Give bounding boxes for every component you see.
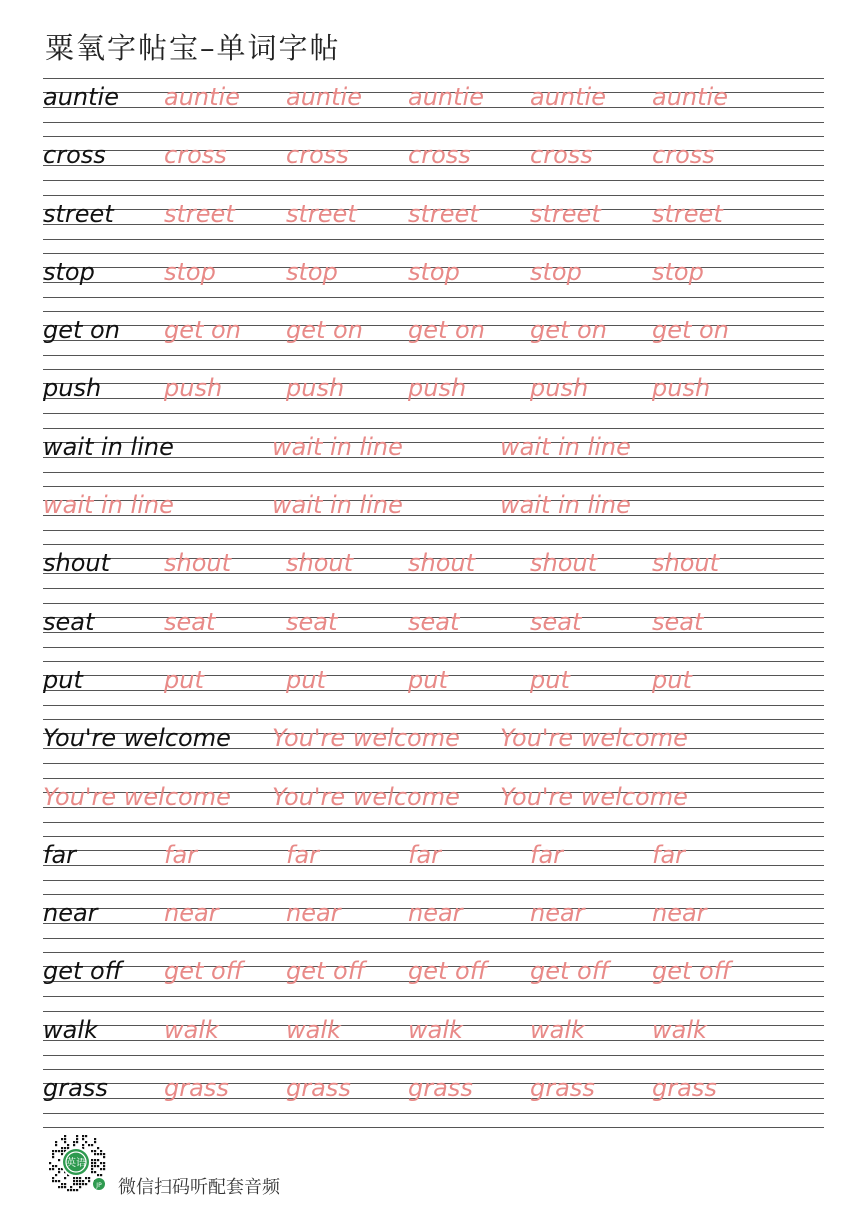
guide-line (43, 705, 824, 706)
trace-word: shout (286, 549, 354, 578)
trace-word: wait in line (43, 491, 174, 520)
guide-line (43, 78, 824, 79)
copybook-row (43, 486, 824, 544)
trace-word: walk (286, 1015, 341, 1044)
trace-word: get off (286, 957, 366, 986)
trace-word: shout (652, 549, 720, 578)
trace-word: walk (164, 1015, 219, 1044)
trace-word: You're welcome (272, 724, 460, 753)
guide-line (43, 938, 824, 939)
guide-line (43, 413, 824, 414)
trace-word: put (530, 665, 570, 694)
trace-word: shout (164, 549, 232, 578)
trace-word: street (286, 199, 357, 228)
guide-line (43, 603, 824, 604)
trace-word: auntie (408, 83, 484, 111)
trace-word: You're welcome (272, 782, 460, 811)
trace-word: cross (530, 141, 593, 170)
trace-word: far (652, 840, 686, 869)
copybook-row (43, 1011, 824, 1069)
guide-line (43, 428, 824, 429)
guide-line (43, 355, 824, 356)
model-word: walk (43, 1015, 98, 1044)
copybook-row (43, 661, 824, 719)
trace-word: walk (652, 1015, 707, 1044)
scan-instruction: 微信扫码听配套音频 (118, 1177, 280, 1198)
trace-word: street (164, 199, 235, 228)
trace-word: seat (652, 607, 704, 636)
guide-line (43, 297, 824, 298)
guide-line (43, 253, 824, 254)
copybook-row (43, 544, 824, 602)
guide-line (43, 647, 824, 648)
copybook-row (43, 952, 824, 1010)
guide-line (43, 486, 824, 487)
trace-word: seat (408, 607, 460, 636)
model-word: near (43, 899, 98, 928)
model-word: You're welcome (43, 724, 231, 753)
trace-word: wait in line (500, 432, 631, 461)
copybook-row (43, 78, 824, 136)
trace-word: put (286, 665, 326, 694)
trace-word: far (164, 840, 198, 869)
qr-small-badge: JP (96, 1182, 102, 1189)
trace-word: near (652, 899, 707, 928)
trace-word: seat (164, 607, 216, 636)
footer (42, 1128, 442, 1198)
guide-line (43, 719, 824, 720)
copybook-row (43, 253, 824, 311)
guide-line (43, 778, 824, 779)
trace-word: wait in line (272, 432, 403, 461)
trace-word: get on (530, 316, 607, 345)
trace-word: get on (164, 316, 241, 345)
guide-line (43, 880, 824, 881)
copybook-row (43, 369, 824, 427)
qr-badge-label: 英语 (66, 1158, 86, 1169)
trace-word: get on (286, 316, 363, 345)
trace-word: stop (530, 257, 582, 286)
trace-word: near (286, 899, 341, 928)
trace-word: grass (286, 1074, 351, 1103)
copybook-row (43, 311, 824, 369)
qr-code-icon[interactable] (42, 1128, 110, 1196)
guide-line (43, 530, 824, 531)
trace-word: auntie (286, 83, 362, 111)
model-word: grass (43, 1074, 108, 1103)
trace-word: far (530, 840, 564, 869)
trace-word: walk (530, 1015, 585, 1044)
guide-line (43, 369, 824, 370)
guide-line (43, 763, 824, 764)
trace-word: auntie (652, 83, 728, 111)
guide-line (43, 1113, 824, 1114)
copybook-row (43, 894, 824, 952)
copybook-row (43, 428, 824, 486)
trace-word: shout (530, 549, 598, 578)
trace-word: stop (164, 257, 216, 286)
model-word: cross (43, 141, 106, 170)
trace-word: walk (408, 1015, 463, 1044)
trace-word: grass (530, 1074, 595, 1103)
guide-line (43, 311, 824, 312)
guide-line (43, 544, 824, 545)
trace-word: seat (530, 607, 582, 636)
guide-line (43, 1055, 824, 1056)
model-word: seat (43, 607, 95, 636)
trace-word: stop (408, 257, 460, 286)
guide-line (43, 588, 824, 589)
trace-word: You're welcome (500, 782, 688, 811)
copybook-row (43, 719, 824, 777)
trace-word: auntie (530, 83, 606, 111)
copybook-row (43, 136, 824, 194)
trace-word: stop (286, 257, 338, 286)
trace-word: cross (408, 141, 471, 170)
trace-word: You're welcome (500, 724, 688, 753)
trace-word: street (408, 199, 479, 228)
copybook-row (43, 195, 824, 253)
trace-word: push (652, 374, 711, 403)
trace-word: cross (652, 141, 715, 170)
trace-word: wait in line (272, 491, 403, 520)
trace-word: get off (652, 957, 732, 986)
guide-line (43, 836, 824, 837)
trace-word: get off (408, 957, 488, 986)
model-word: far (43, 840, 77, 869)
page-title: 粟氧字帖宝–单词字帖 (45, 31, 341, 65)
model-word: wait in line (43, 432, 174, 461)
guide-line (43, 822, 824, 823)
trace-word: push (164, 374, 223, 403)
trace-word: get off (530, 957, 610, 986)
trace-word: auntie (164, 83, 240, 111)
guide-line (43, 239, 824, 240)
guide-line (43, 180, 824, 181)
trace-word: put (652, 665, 692, 694)
guide-line (43, 122, 824, 123)
model-word: put (43, 665, 83, 694)
guide-line (43, 952, 824, 953)
trace-word: push (408, 374, 467, 403)
guide-line (43, 996, 824, 997)
model-word: stop (43, 257, 95, 286)
trace-word: cross (164, 141, 227, 170)
guide-line (43, 661, 824, 662)
copybook-row (43, 603, 824, 661)
trace-word: get off (164, 957, 244, 986)
trace-word: grass (408, 1074, 473, 1103)
model-word: auntie (43, 83, 119, 111)
trace-word: push (286, 374, 345, 403)
guide-line (43, 1069, 824, 1070)
trace-word: put (164, 665, 204, 694)
guide-line (43, 894, 824, 895)
trace-word: far (286, 840, 320, 869)
trace-word: far (408, 840, 442, 869)
trace-word: You're welcome (43, 782, 231, 811)
model-word: push (43, 374, 102, 403)
trace-word: grass (164, 1074, 229, 1103)
copybook-sheet (43, 78, 824, 1128)
trace-word: cross (286, 141, 349, 170)
guide-line (43, 136, 824, 137)
copybook-row (43, 778, 824, 836)
guide-line (43, 472, 824, 473)
guide-line (43, 1011, 824, 1012)
trace-word: near (164, 899, 219, 928)
guide-line (43, 195, 824, 196)
model-word: get off (43, 957, 123, 986)
trace-word: push (530, 374, 589, 403)
copybook-row (43, 836, 824, 894)
trace-word: wait in line (500, 491, 631, 520)
trace-word: seat (286, 607, 338, 636)
trace-word: shout (408, 549, 476, 578)
trace-word: get on (652, 316, 729, 345)
model-word: street (43, 199, 114, 228)
copybook-row (43, 1069, 824, 1127)
trace-word: grass (652, 1074, 717, 1103)
trace-word: get on (408, 316, 485, 345)
trace-word: street (530, 199, 601, 228)
model-word: shout (43, 549, 111, 578)
trace-word: near (408, 899, 463, 928)
trace-word: stop (652, 257, 704, 286)
trace-word: street (652, 199, 723, 228)
trace-word: put (408, 665, 448, 694)
model-word: get on (43, 316, 120, 345)
trace-word: near (530, 899, 585, 928)
